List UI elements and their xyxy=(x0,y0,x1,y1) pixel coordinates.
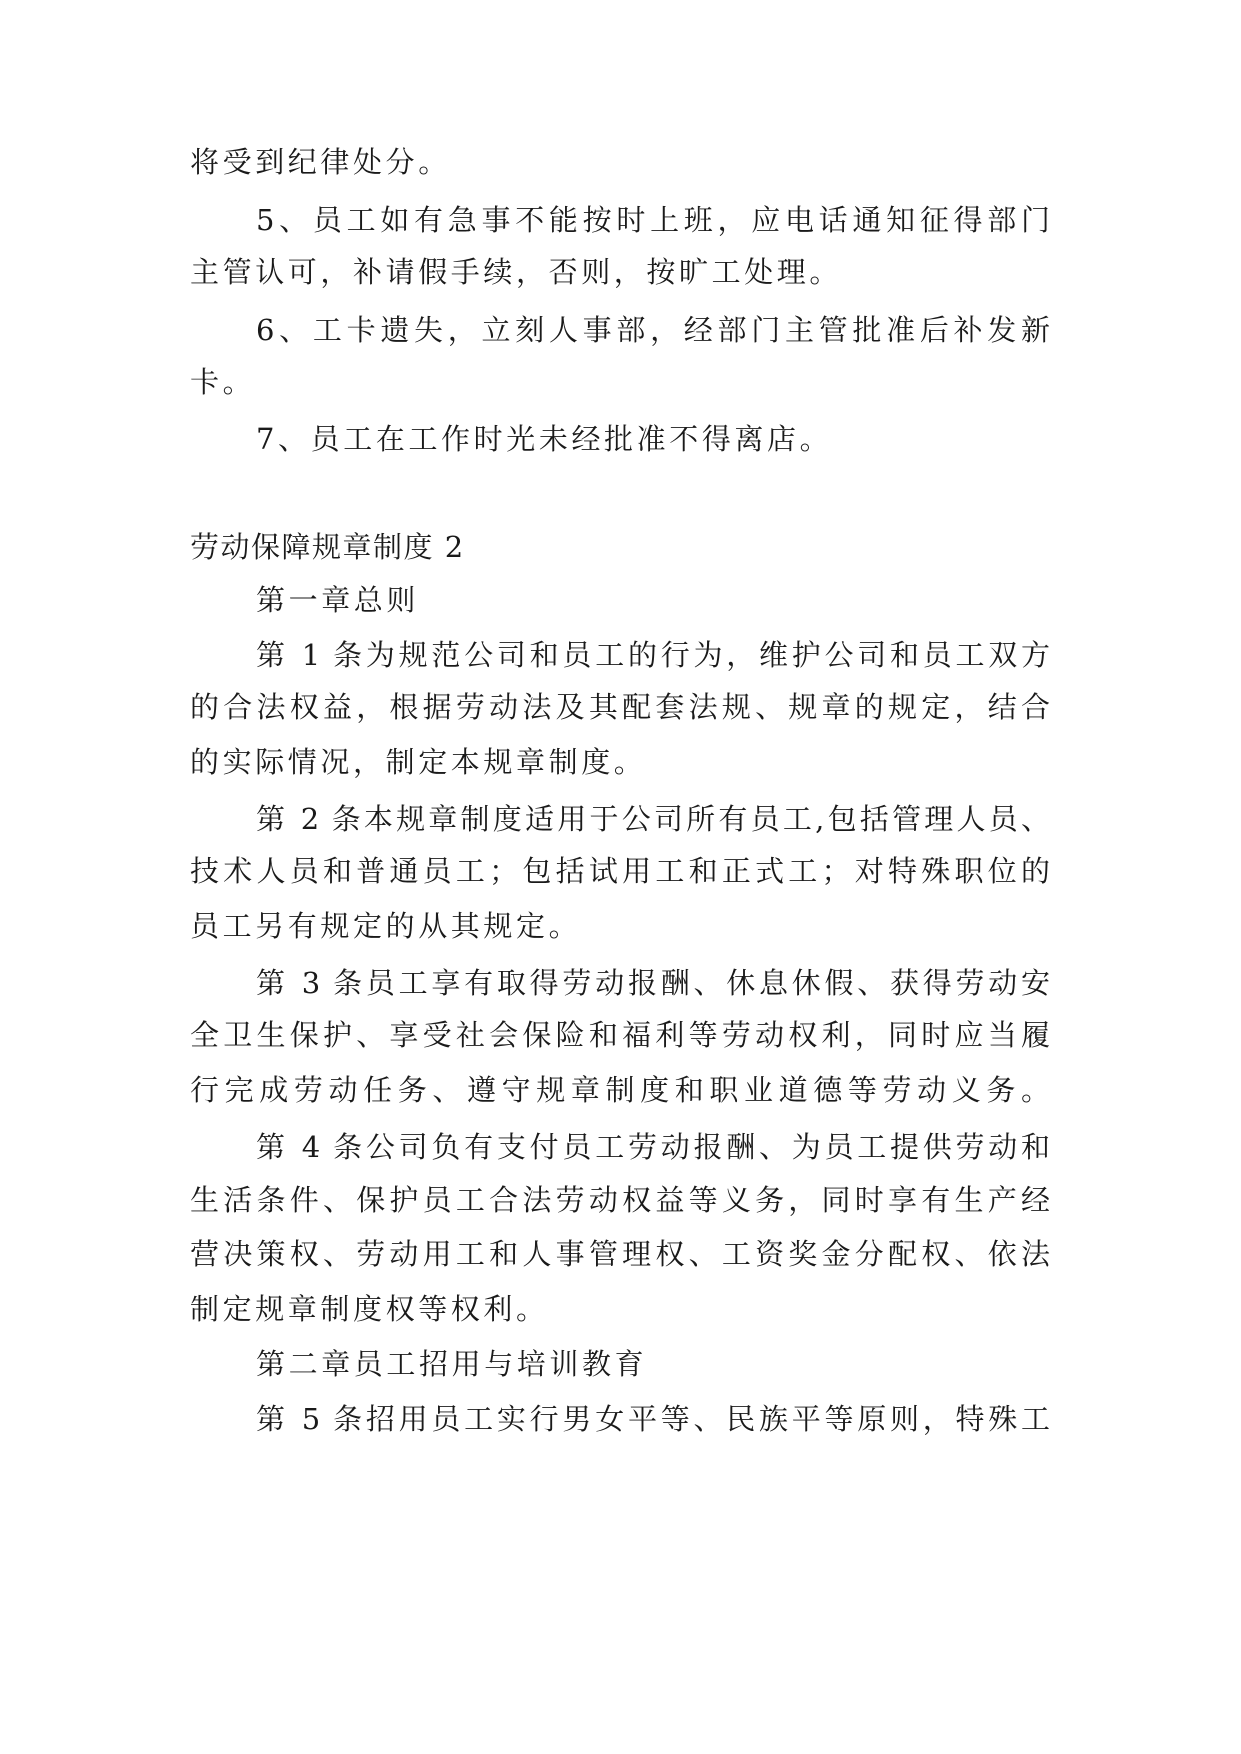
section-title: 劳动保障规章制度 2 xyxy=(190,530,465,564)
text-line: 第 4 条公司负有支付员工劳动报酬、为员工提供劳动和 xyxy=(256,1130,1050,1164)
text-line: 的合法权益，根据劳动法及其配套法规、规章的规定，结合 xyxy=(190,690,1050,724)
text-line: 第 3 条员工享有取得劳动报酬、休息休假、获得劳动安 xyxy=(256,966,1050,1000)
text-line: 卡。 xyxy=(190,365,256,399)
chapter-heading: 第二章员工招用与培训教育 xyxy=(256,1347,648,1381)
text-line: 第 2 条本规章制度适用于公司所有员工,包括管理人员、 xyxy=(256,802,1050,836)
text-line: 第 1 条为规范公司和员工的行为，维护公司和员工双方 xyxy=(256,638,1050,672)
text-line: 5、员工如有急事不能按时上班，应电话通知征得部门 xyxy=(256,203,1050,237)
text-line: 员工另有规定的从其规定。 xyxy=(190,909,582,943)
text-line: 主管认可，补请假手续，否则，按旷工处理。 xyxy=(190,255,843,289)
chapter-heading: 第一章总则 xyxy=(256,583,420,617)
text-line: 生活条件、保护员工合法劳动权益等义务，同时享有生产经 xyxy=(190,1183,1050,1217)
text-line: 的实际情况，制定本规章制度。 xyxy=(190,745,647,779)
text-line: 第 5 条招用员工实行男女平等、民族平等原则，特殊工 xyxy=(256,1402,1050,1436)
text-line: 全卫生保护、享受社会保险和福利等劳动权利，同时应当履 xyxy=(190,1018,1050,1052)
text-line: 制定规章制度权等权利。 xyxy=(190,1292,549,1326)
text-line: 技术人员和普通员工；包括试用工和正式工；对特殊职位的 xyxy=(190,854,1050,888)
text-line: 6、工卡遗失，立刻人事部，经部门主管批准后补发新 xyxy=(256,313,1050,347)
text-line: 将受到纪律处分。 xyxy=(190,145,451,179)
text-line: 7、员工在工作时光未经批准不得离店。 xyxy=(256,422,833,456)
text-line: 营决策权、劳动用工和人事管理权、工资奖金分配权、依法 xyxy=(190,1237,1050,1271)
text-line: 行完成劳动任务、遵守规章制度和职业道德等劳动义务。 xyxy=(190,1073,1050,1107)
